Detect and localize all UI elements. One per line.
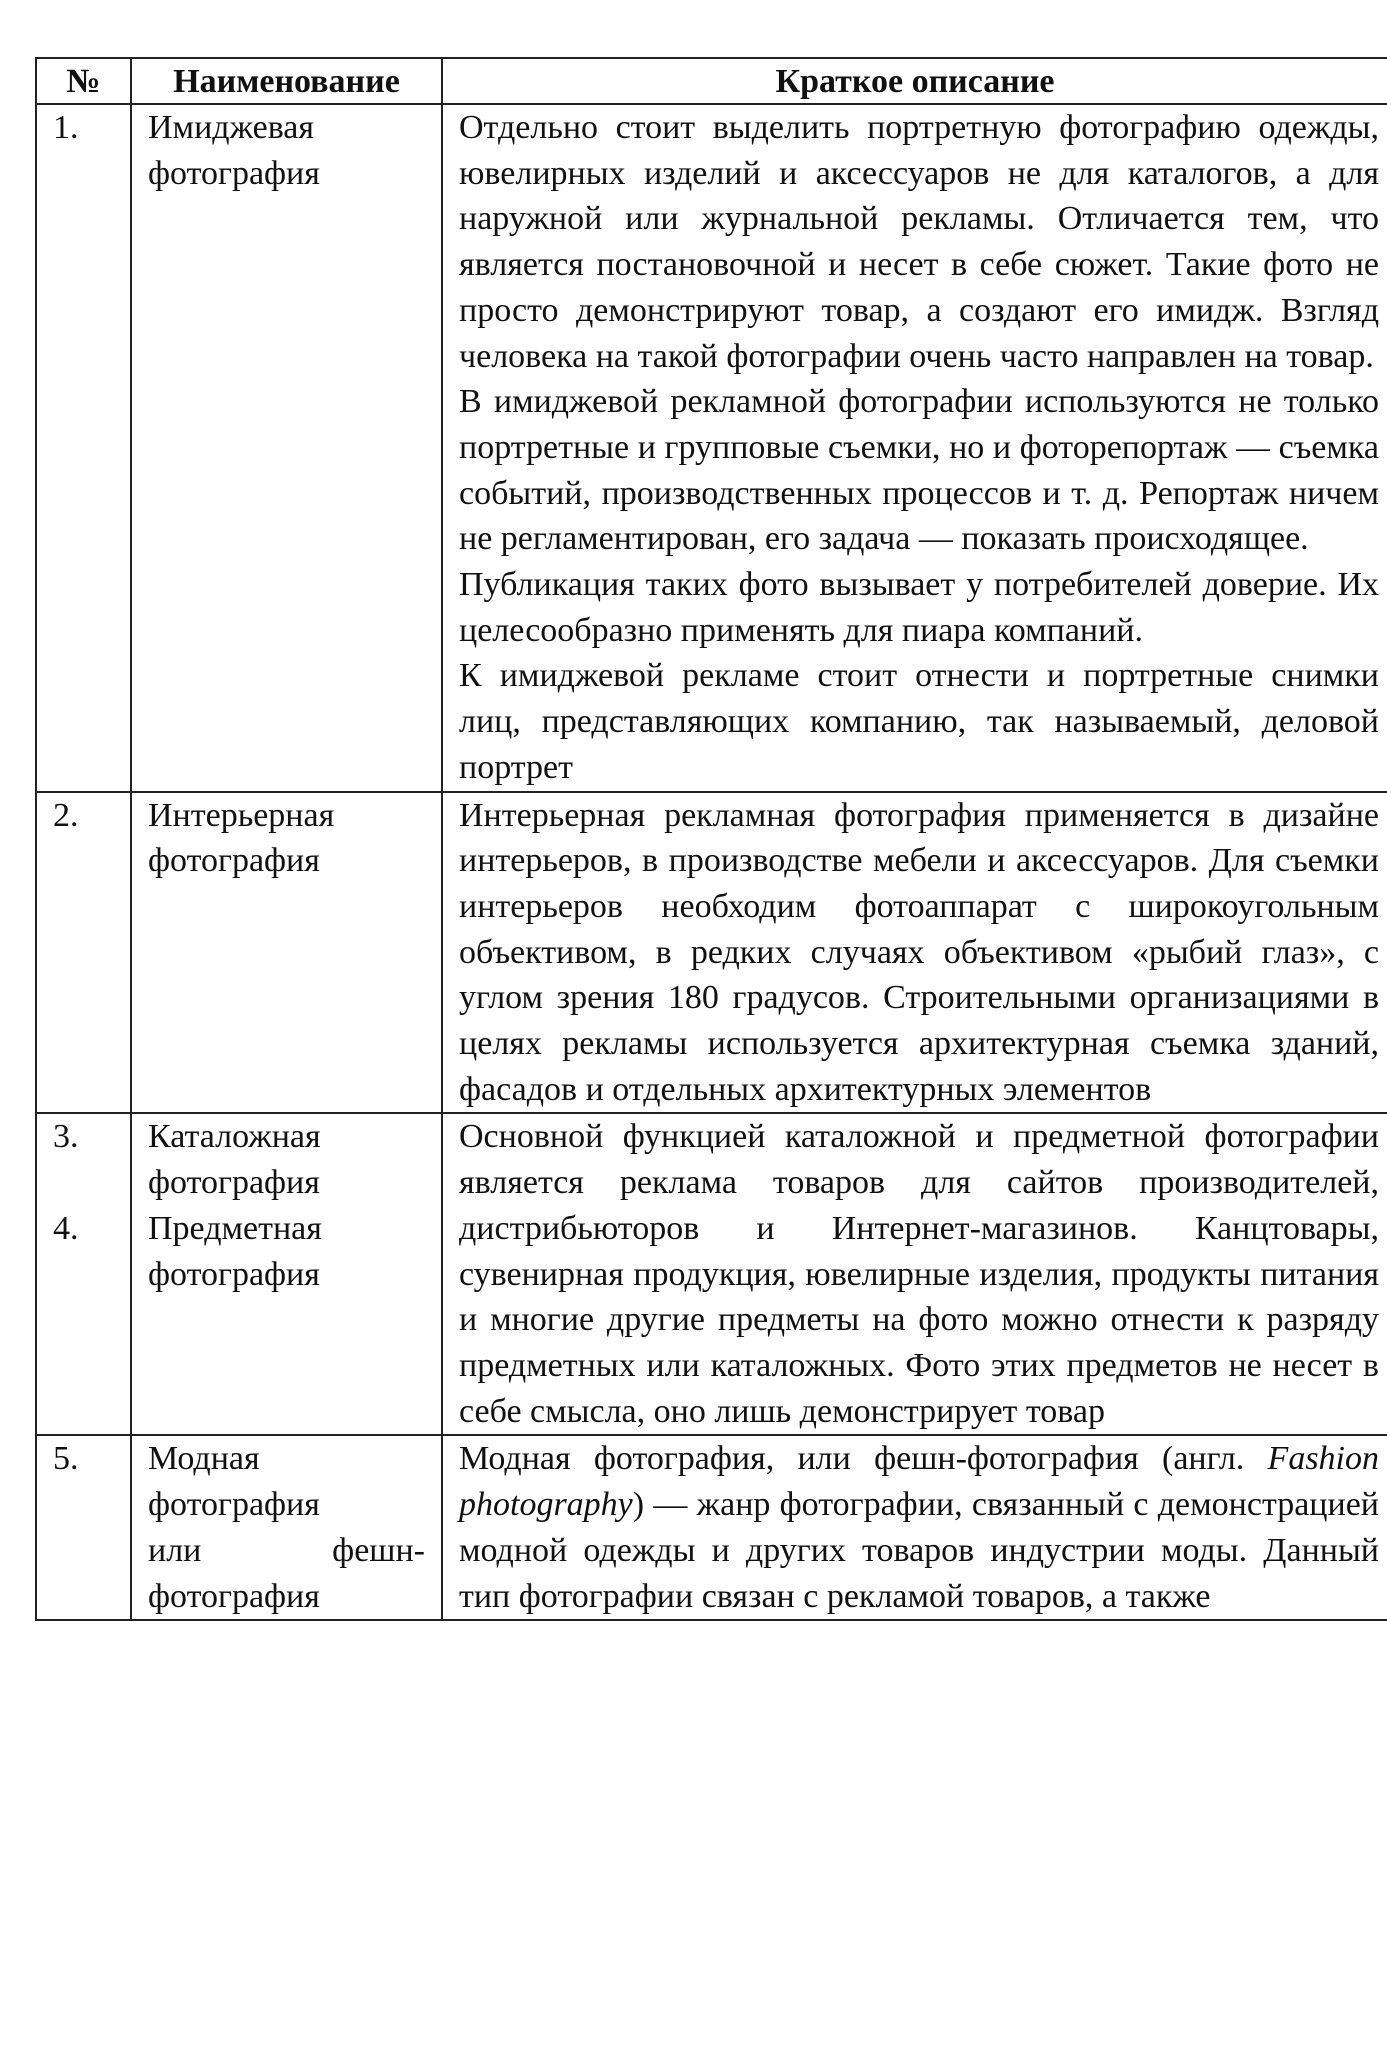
table-row [36, 1435, 1387, 1620]
english-term: Fashion photography [459, 1440, 1379, 1524]
row-name: Модная фотография или фешн- фотография [131, 1435, 442, 1620]
description-paragraph: В имиджевой рекламной фотографии используются не только портретные и групповые съемки, но и фоторепортаж — съемка событий, производственных процессов и т. д. Репортаж ничем не регламентирован, его задача — показать происходящее. [459, 383, 1379, 558]
description-paragraph: К имиджевой рекламе стоит отнести и портретные снимки лиц, представляющих компанию, так называемый, деловой портрет [459, 657, 1379, 786]
description-paragraph: Отдельно стоит выделить портретную фотографию одежды, ювелирных изделий и аксессуаров не для каталогов, а для наружной или журнальной рекламы. Отличается тем, что является постановочной и несет в себе сюжет. Такие фото не просто демонстрируют товар, а создают его имидж. Взгляд человека на такой фотографии очень часто направлен на товар. [459, 109, 1379, 375]
table-row [36, 792, 1387, 1114]
photography-types-table [35, 57, 1387, 1621]
row-number: 2. [36, 792, 131, 1114]
table-row [36, 1113, 1387, 1435]
header-number: № [36, 58, 131, 104]
row-number: 3. 4. [36, 1113, 131, 1435]
row-description [442, 792, 1387, 1114]
row-name: Имиджевая фотография [131, 104, 442, 792]
description-paragraph: Публикация таких фото вызывает у потребителей доверие. Их целесообразно применять для пиара компаний. [459, 566, 1379, 649]
row-name: Интерьерная фотография [131, 792, 442, 1114]
row-number: 5. [36, 1435, 131, 1620]
row-description [442, 1113, 1387, 1435]
table-header-row [36, 58, 1387, 104]
description-paragraph: Модная фотография, или фешн-фотография (англ. Fashion photography) — жанр фотографии, связанный с демонстрацией модной одежды и других товаров индустрии моды. Данный тип фотографии связан с рекламой товаров, а также [459, 1440, 1379, 1615]
table-row [36, 104, 1387, 792]
header-description: Краткое описание [442, 58, 1387, 104]
header-name: Наименование [131, 58, 442, 104]
row-description [442, 104, 1387, 792]
row-description [442, 1435, 1387, 1620]
description-paragraph: Интерьерная рекламная фотография применяется в дизайне интерьеров, в производстве мебели и аксессуаров. Для съемки интерьеров необходим фотоаппарат с широкоугольным объективом, в редких случаях объективом «рыбий глаз», с углом зрения 180 градусов. Строительными организациями в целях рекламы используется архитектурная съемка зданий, фасадов и отдельных архитектурных элементов [459, 796, 1379, 1108]
row-name: Каталожная фотография Предметная фотография [131, 1113, 442, 1435]
description-paragraph: Основной функцией каталожной и предметной фотографии является реклама товаров для сайтов производителей, дистрибьюторов и Интернет-магазинов. Канцтовары, сувенирная продукция, ювелирные изделия, продукты питания и многие другие предметы на фото можно отнести к разряду предметных или каталожных. Фото этих предметов не несет в себе смысла, оно лишь демонстрирует товар [459, 1118, 1379, 1430]
row-number: 1. [36, 104, 131, 792]
